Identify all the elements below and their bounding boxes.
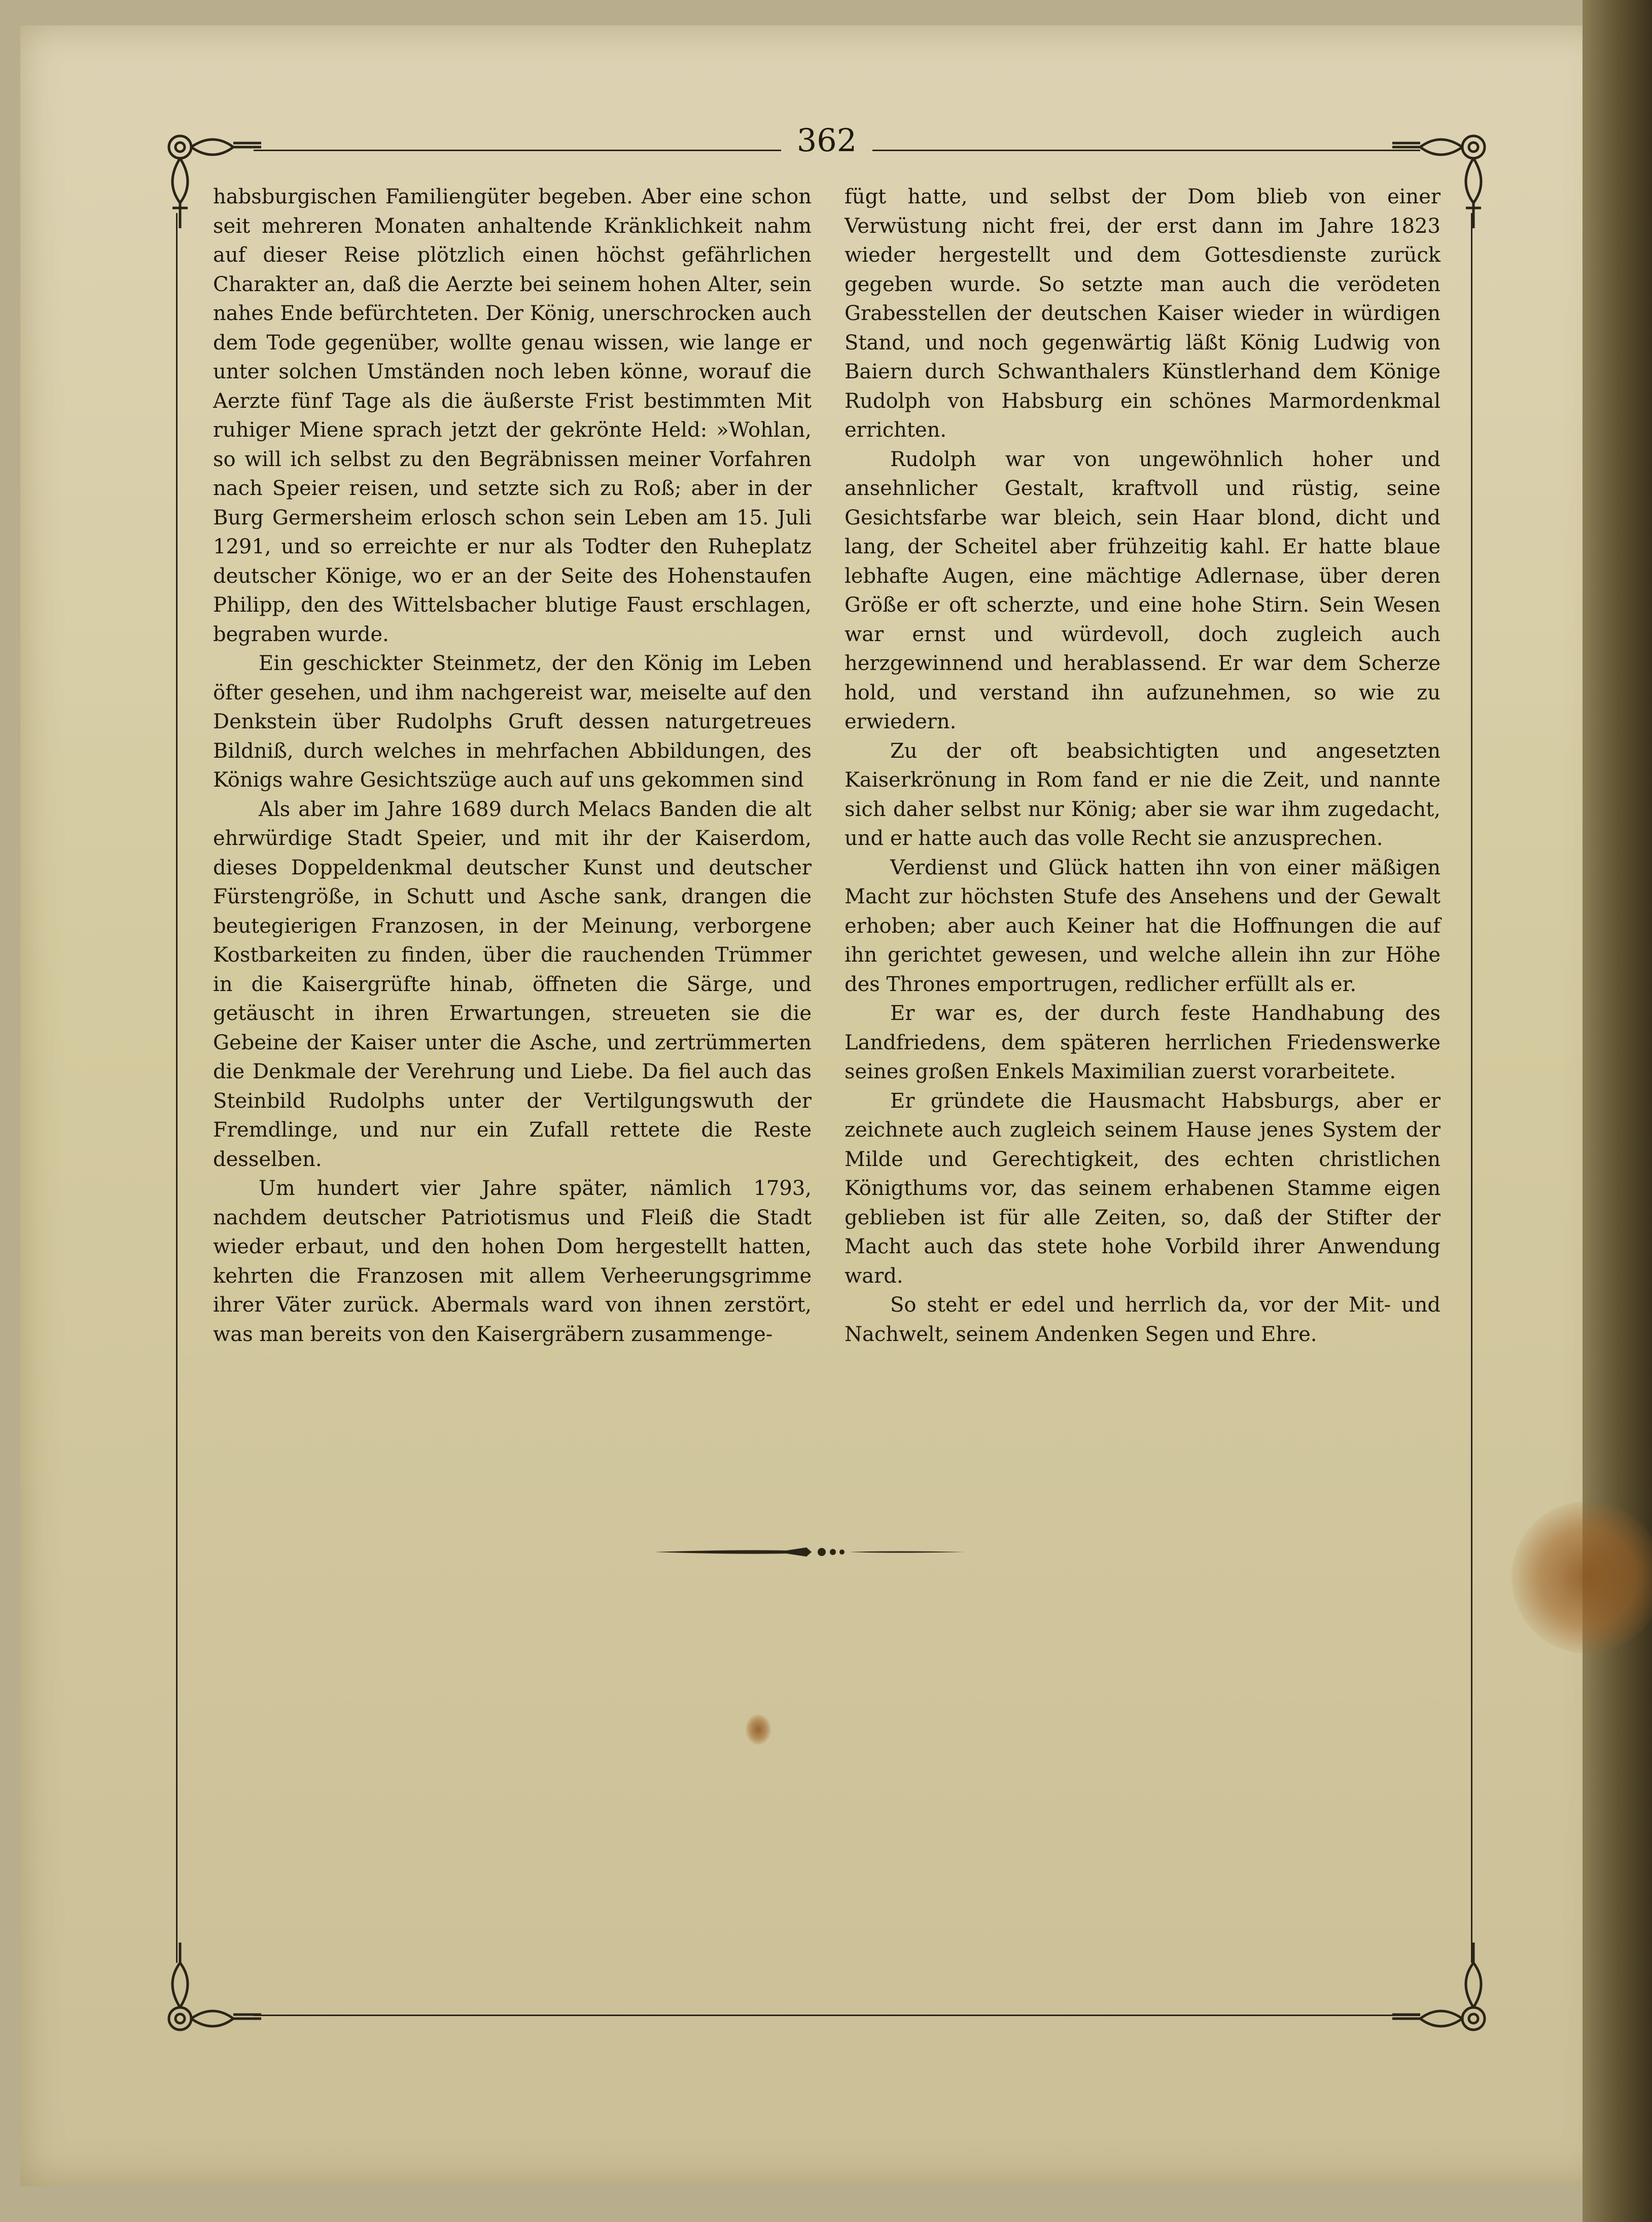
end-ornament-rule-icon [654, 1544, 964, 1560]
text-column-left [213, 183, 812, 1349]
paragraph: habsburgischen Familiengüter begeben. Aber eine schon seit mehreren Monaten anhaltende Kränklichkeit nahm auf dieser Reise plötzlich einen höchst gefährlichen Charakter an, daß die Aerzte bei seinem hohen Alter, sein nahes Ende befürchteten. Der König, unerschrocken auch dem Tode gegenüber, wollte genau wissen, wie lange er unter solchen Umständen noch leben könne, worauf die Aerzte fünf Tage als die äußerste Frist bestimmten Mit ruhiger Miene sprach jetzt der gekrönte Held: »Wohlan, so will ich selbst zu den Begräbnissen meiner Vorfahren nach Speier reisen, und setzte sich zu Roß; aber in der Burg Germersheim erlosch schon sein Leben am 15. Juli 1291, und so erreichte er nur als Todter den Ruheplatz deutscher Könige, wo er an der Seite des Hohenstaufen Philipp, den des Wittelsbacher blutige Faust erschlagen, begraben wurde. [213, 185, 812, 646]
paragraph: Ein geschickter Steinmetz, der den König im Leben öfter gesehen, und ihm nachgereist war, meiselte auf den Denkstein über Rudolphs Gruft dessen naturgetreues Bildniß, durch welches in mehrfachen Abbildungen, des Königs wahre Gesichtszüge auch auf uns gekommen sind [213, 652, 812, 792]
corner-ornament-bottom-right-icon [1390, 1943, 1501, 2044]
paragraph: fügt hatte, und selbst der Dom blieb von einer Verwüstung nicht frei, der erst dann im Jahre 1823 wieder hergestellt und dem Gottesdienste zurück gegeben wurde. So setzte man auch die verödeten Grabesstellen der deutschen Kaiser wieder in würdigen Stand, und noch gegenwärtig läßt König Ludwig von Baiern durch Schwanthalers Künstlerhand dem Könige Rudolph von Habsburg ein schönes Marmordenkmal errichten. [845, 185, 1440, 442]
paragraph: Verdienst und Glück hatten ihn von einer mäßigen Macht zur höchsten Stufe des Ansehens und der Gewalt erhoben; aber auch Keiner hat die Hoffnungen die auf ihn gerichtet gewesen, und welche allein ihn zur Höhe des Thrones emportrugen, redlicher erfüllt als er. [845, 856, 1440, 996]
corner-ornament-bottom-left-icon [152, 1943, 264, 2044]
paragraph: Rudolph war von ungewöhnlich hoher und ansehnlicher Gestalt, kraftvoll und rüstig, seine Gesichtsfarbe war bleich, sein Haar blond, dicht und lang, der Scheitel aber frühzeitig kahl. Er hatte blaue lebhafte Augen, eine mächtige Adlernase, über deren Größe er oft scherzte, und eine hohe Stirn. Sein Wesen war ernst und würdevoll, doch zugleich auch herzgewinnend und herablassend. Er war dem Scherze hold, und verstand ihn aufzunehmen, so wie zu erwiedern. [845, 447, 1440, 733]
frame-bottom-rule [254, 2015, 1420, 2020]
frame-top-rule-right [872, 146, 1420, 151]
paragraph: Zu der oft beabsichtigten und angesetzten Kaiserkrönung in Rom fand er nie die Zeit, und nannte sich daher selbst nur König; aber sie war ihm zugedacht, und er hatte auch das volle Recht sie anzusprechen. [845, 739, 1440, 850]
page-number: 362 [796, 122, 857, 159]
paragraph: Als aber im Jahre 1689 durch Melacs Banden die alt ehrwürdige Stadt Speier, und mit ihr der Kaiserdom, dieses Doppeldenkmal deutscher Kunst und deutscher Fürstengröße, in Schutt und Asche sank, drangen die beutegierigen Franzosen, in der Meinung, verborgene Kostbarkeiten zu finden, über die rauchenden Trümmer in die Kaisergrüfte hinab, öffneten die Särge, und getäuscht in ihren Erwartungen, streueten sie die Gebeine der Kaiser unter die Asche, und zertrümmerten die Denkmale der Verehrung und Liebe. Da fiel auch das Steinbild Rudolphs unter der Vertilgungswuth der Fremdlinge, und nur ein Zufall rettete die Reste desselben. [213, 797, 812, 1171]
text-column-right [845, 183, 1440, 1349]
frame-top-rule-left [254, 146, 781, 151]
ink-spot [746, 1714, 771, 1745]
frame-right-rule [1471, 213, 1476, 1963]
book-spine-shadow [1583, 0, 1652, 2222]
paragraph: Um hundert vier Jahre später, nämlich 1793, nachdem deutscher Patriotismus und Fleiß die Stadt wieder erbaut, und den hohen Dom hergestellt hatten, kehrten die Franzosen mit allem Verheerungsgrimme ihrer Väter zurück. Abermals ward von ihnen zerstört, was man bereits von den Kaisergräbern zusammenge- [213, 1177, 812, 1346]
paragraph: Er gründete die Hausmacht Habsburgs, aber er zeichnete auch zugleich seinem Hause jenes System der Milde und Gerechtigkeit, des echten christlichen Königthums vor, das seinem erhabenen Stamme eigen geblieben ist für alle Zeiten, so, daß der Stifter der Macht auch das stete hohe Vorbild ihrer Anwendung ward. [845, 1089, 1440, 1288]
paragraph: Er war es, der durch feste Handhabung des Landfriedens, dem späteren herrlichen Friedenswerke seines großen Enkels Maximilian zuerst vorarbeitete. [845, 1002, 1440, 1083]
paragraph: So steht er edel und herrlich da, vor der Mit- und Nachwelt, seinem Andenken Segen und Ehre. [845, 1293, 1440, 1346]
frame-left-rule [172, 213, 178, 1963]
